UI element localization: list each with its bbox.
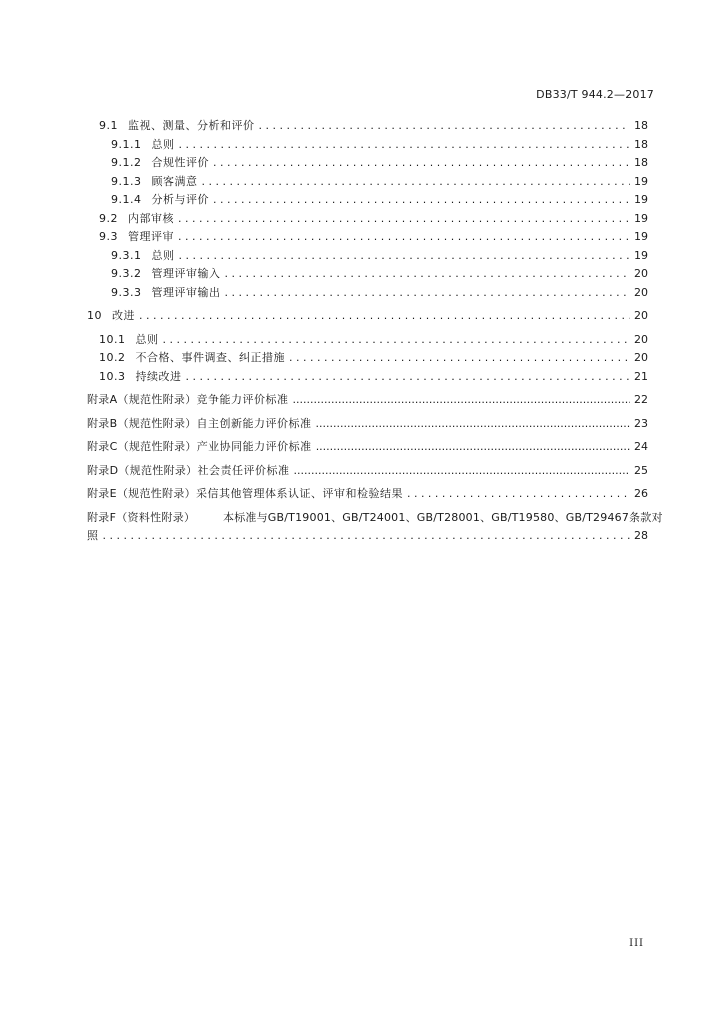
toc-leader-dots bbox=[316, 415, 630, 434]
toc-entry-title: 总则 bbox=[151, 137, 175, 151]
toc-entry[interactable] bbox=[87, 210, 648, 229]
toc-entry[interactable] bbox=[87, 136, 648, 155]
toc-entry-number: 9.1.1 bbox=[111, 137, 142, 151]
annex-page: 26 bbox=[634, 487, 648, 500]
annex-label: 附录A（规范性附录） bbox=[87, 393, 197, 406]
annex-title: 采信其他管理体系认证、评审和检验结果 bbox=[195, 487, 403, 500]
toc-entry-page: 20 bbox=[634, 351, 648, 364]
toc-entry-number: 10.2 bbox=[99, 351, 126, 364]
toc-leader-dots bbox=[179, 247, 631, 266]
toc-entry-number: 9.1 bbox=[99, 119, 118, 132]
toc-entry-page: 20 bbox=[634, 309, 648, 322]
toc-entry-title: 顾客满意 bbox=[151, 174, 198, 188]
toc-entry[interactable] bbox=[87, 349, 648, 368]
toc-leader-dots bbox=[293, 462, 630, 481]
annex-page: 22 bbox=[634, 393, 648, 406]
toc-entry-number: 9.3 bbox=[99, 230, 118, 243]
toc-entry-page: 20 bbox=[634, 267, 648, 280]
toc-leader-dots bbox=[225, 284, 631, 303]
toc-annex-entry[interactable] bbox=[87, 438, 648, 457]
toc-entry-title: 管理评审输入 bbox=[151, 267, 221, 280]
annex-title: 产业协同能力评价标准 bbox=[196, 440, 312, 453]
toc-leader-dots bbox=[103, 527, 631, 546]
toc-leader-dots bbox=[213, 154, 630, 173]
toc-entry-title: 改进 bbox=[112, 309, 135, 322]
toc-leader-dots bbox=[139, 307, 630, 326]
toc-annex-entry[interactable] bbox=[87, 485, 648, 504]
toc-entry-page: 20 bbox=[634, 285, 648, 299]
toc-entry-number: 10 bbox=[87, 309, 102, 322]
toc-entry[interactable] bbox=[87, 247, 648, 266]
toc-entry-number: 9.1.2 bbox=[111, 156, 142, 169]
page-number: III bbox=[629, 938, 644, 949]
toc-entry[interactable] bbox=[87, 117, 648, 136]
toc-entry-number: 10.1 bbox=[99, 332, 126, 346]
toc-entry[interactable] bbox=[87, 284, 648, 303]
toc-entry-title: 管理评审 bbox=[128, 230, 174, 243]
toc-entry-page: 19 bbox=[634, 248, 648, 262]
toc-entry-title: 内部审核 bbox=[128, 211, 174, 225]
toc-entry[interactable] bbox=[87, 228, 648, 247]
toc-entry-page: 19 bbox=[634, 230, 648, 243]
toc-entry-page: 18 bbox=[634, 119, 648, 132]
toc-entry-title: 分析与评价 bbox=[151, 193, 209, 206]
toc-leader-dots bbox=[316, 438, 630, 457]
toc-leader-dots bbox=[186, 368, 631, 387]
annex-page: 28 bbox=[634, 529, 648, 542]
toc-entry-title: 持续改进 bbox=[135, 369, 182, 383]
table-of-contents bbox=[87, 117, 663, 546]
toc-leader-dots bbox=[202, 173, 631, 192]
annex-label: 附录B（规范性附录） bbox=[87, 416, 197, 430]
toc-entry-title: 管理评审输出 bbox=[151, 285, 221, 299]
toc-leader-dots bbox=[213, 191, 630, 210]
toc-leader-dots bbox=[178, 210, 630, 229]
annex-page: 23 bbox=[634, 416, 648, 430]
toc-leader-dots bbox=[259, 117, 631, 136]
toc-entry-page: 19 bbox=[634, 174, 648, 188]
toc-entry[interactable] bbox=[87, 331, 648, 350]
toc-leader-dots bbox=[179, 136, 631, 155]
toc-entry-title: 合规性评价 bbox=[151, 156, 209, 169]
toc-entry-number: 9.3.2 bbox=[111, 267, 142, 280]
toc-annex-entry[interactable] bbox=[87, 462, 648, 481]
toc-entry-title: 不合格、事件调查、纠正措施 bbox=[135, 351, 285, 364]
toc-entry[interactable] bbox=[87, 173, 648, 192]
toc-entry-number: 9.1.4 bbox=[111, 193, 142, 206]
toc-entry-number: 9.3.3 bbox=[111, 285, 142, 299]
annex-title-continuation: 照 bbox=[87, 529, 99, 542]
toc-entry-page: 19 bbox=[634, 193, 648, 206]
toc-annex-entry[interactable] bbox=[87, 391, 648, 410]
document-code: DB33/T 944.2—2017 bbox=[536, 88, 654, 101]
annex-page: 24 bbox=[634, 440, 648, 453]
annex-title: 本标准与GB/T19001、GB/T24001、GB/T28001、GB/T19580、GB/T29467条款对 bbox=[223, 510, 663, 524]
toc-leader-dots bbox=[225, 265, 631, 284]
toc-leader-dots bbox=[407, 485, 630, 504]
toc-entry-title: 总则 bbox=[151, 248, 175, 262]
toc-entry-page: 20 bbox=[634, 332, 648, 346]
annex-title: 社会责任评价标准 bbox=[197, 463, 290, 477]
annex-label: 附录D（规范性附录） bbox=[87, 463, 198, 477]
toc-leader-dots bbox=[178, 228, 630, 247]
annex-page: 25 bbox=[634, 463, 648, 477]
toc-entry[interactable] bbox=[87, 307, 648, 326]
toc-leader-dots bbox=[163, 331, 631, 350]
toc-entry-page: 21 bbox=[634, 369, 648, 383]
toc-entry-number: 10.3 bbox=[99, 369, 126, 383]
toc-entry-page: 18 bbox=[634, 137, 648, 151]
toc-entry-number: 9.1.3 bbox=[111, 174, 142, 188]
toc-entry[interactable] bbox=[87, 368, 648, 387]
toc-entry-page: 19 bbox=[634, 211, 648, 225]
toc-leader-dots bbox=[289, 349, 630, 368]
toc-entry[interactable] bbox=[87, 265, 648, 284]
toc-entry-number: 9.2 bbox=[99, 211, 118, 225]
toc-entry-page: 18 bbox=[634, 156, 648, 169]
toc-leader-dots bbox=[293, 391, 630, 410]
annex-label: 附录E（规范性附录） bbox=[87, 487, 196, 500]
toc-entry[interactable] bbox=[87, 154, 648, 173]
toc-entry-number: 9.3.1 bbox=[111, 248, 142, 262]
toc-annex-entry[interactable] bbox=[87, 415, 648, 434]
annex-title: 自主创新能力评价标准 bbox=[196, 416, 312, 430]
annex-label: 附录F（资料性附录） bbox=[87, 510, 196, 524]
toc-entry-title: 监视、测量、分析和评价 bbox=[128, 119, 255, 132]
toc-annex-entry[interactable] bbox=[87, 509, 663, 546]
annex-title: 竞争能力评价标准 bbox=[196, 393, 289, 406]
toc-entry[interactable] bbox=[87, 191, 648, 210]
toc-entry-title: 总则 bbox=[135, 332, 159, 346]
annex-label: 附录C（规范性附录） bbox=[87, 440, 197, 453]
